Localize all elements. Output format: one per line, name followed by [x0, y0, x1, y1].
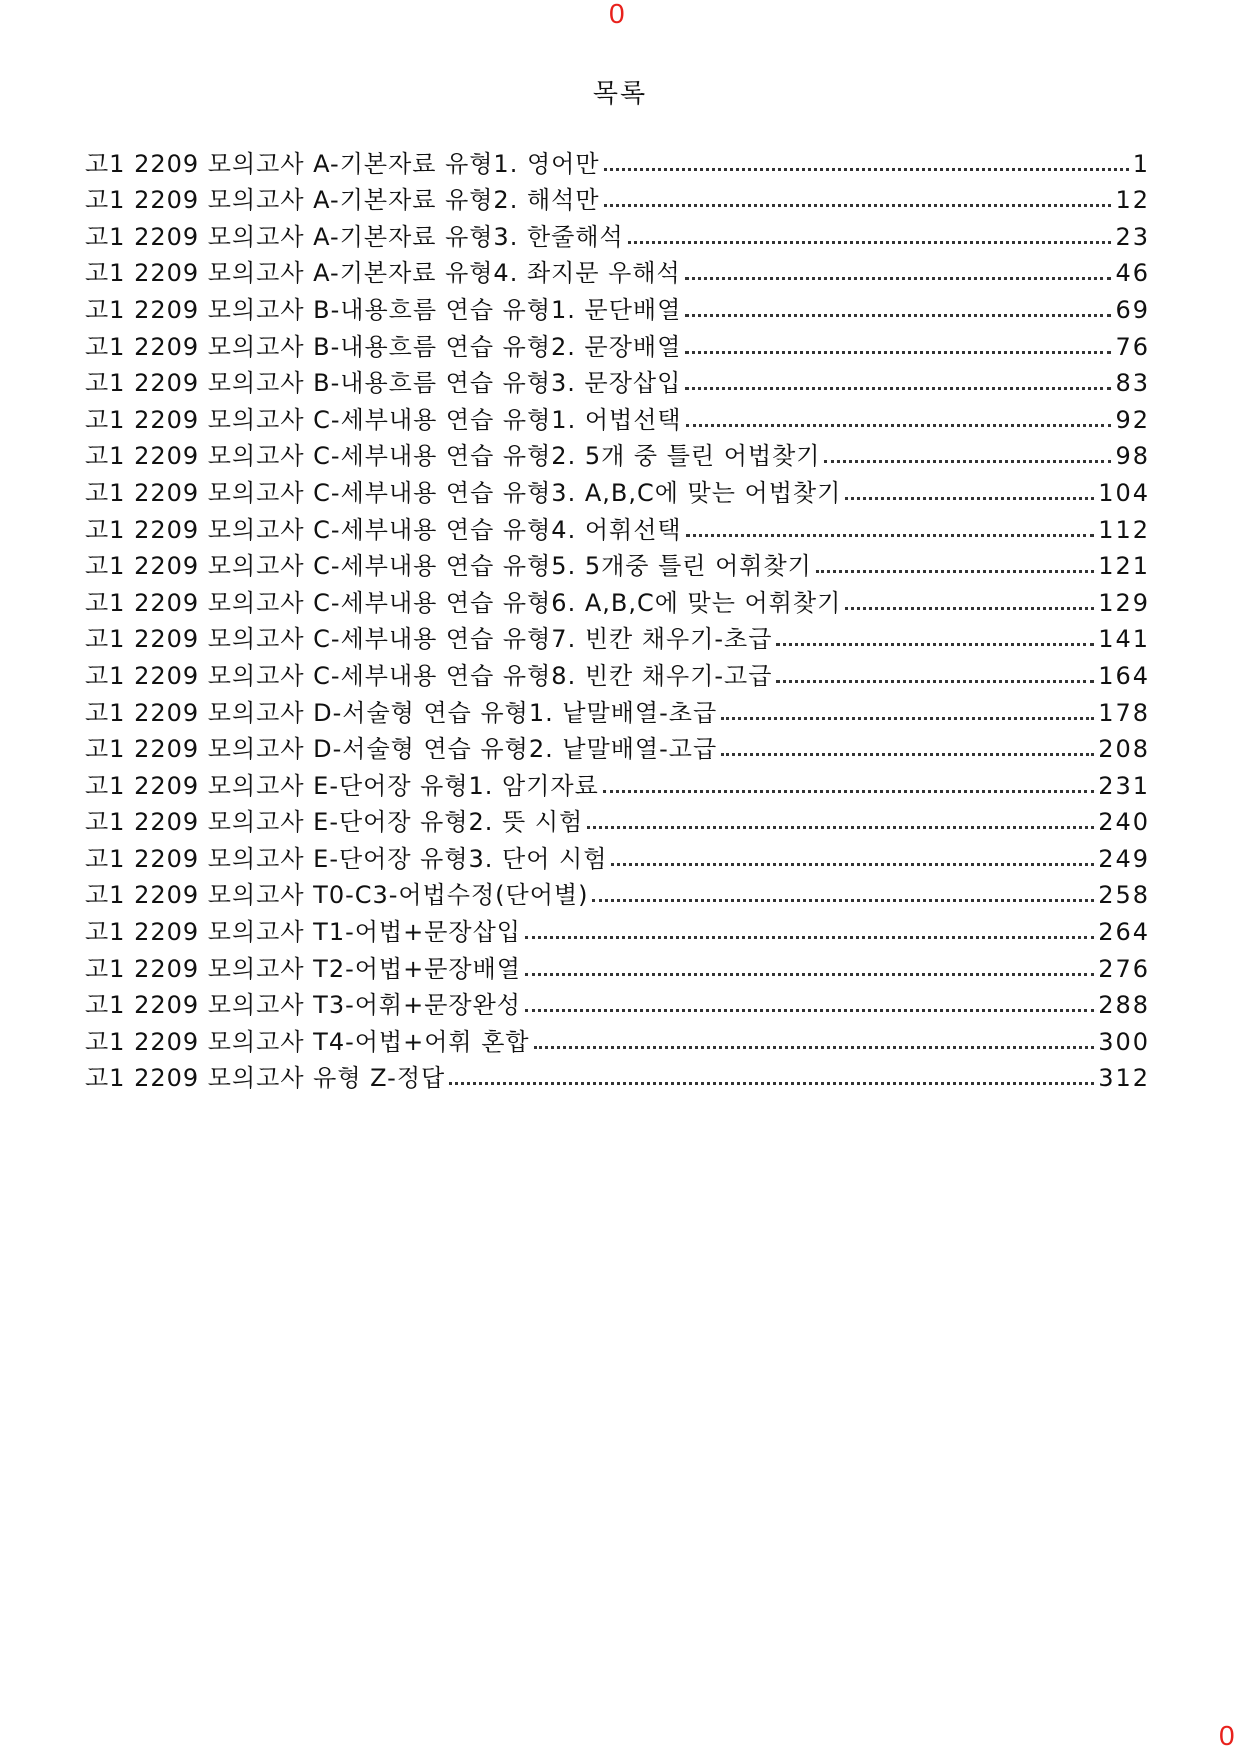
toc-entry[interactable] — [85, 142, 1150, 179]
toc-entry-label: 고1 2209 모의고사 C-세부내용 연습 유형7. 빈칸 채우기-초급 — [85, 625, 773, 654]
toc-entry[interactable] — [85, 508, 1150, 545]
toc-entry[interactable] — [85, 1057, 1150, 1094]
toc-entry-label: 고1 2209 모의고사 A-기본자료 유형4. 좌지문 우해석 — [85, 259, 681, 288]
toc-entry-label: 고1 2209 모의고사 C-세부내용 연습 유형8. 빈칸 채우기-고급 — [85, 661, 773, 690]
toc-entry-page-number: 98 — [1115, 442, 1150, 471]
toc-leader-dots — [685, 277, 1112, 280]
toc-entry-page-number: 300 — [1098, 1027, 1150, 1056]
toc-leader-dots — [685, 314, 1111, 317]
toc-entry-page-number: 288 — [1098, 991, 1150, 1020]
page-number-top: 0 — [609, 0, 625, 29]
toc-entry-page-number: 164 — [1098, 661, 1150, 690]
toc-entry[interactable] — [85, 764, 1150, 801]
toc-leader-dots — [604, 204, 1112, 207]
toc-entry[interactable] — [85, 837, 1150, 874]
toc-entry-label: 고1 2209 모의고사 A-기본자료 유형1. 영어만 — [85, 149, 600, 178]
toc-entry-label: 고1 2209 모의고사 D-서술형 연습 유형1. 낱말배열-초급 — [85, 698, 718, 727]
toc-entry[interactable] — [85, 252, 1150, 289]
toc-leader-dots — [611, 863, 1094, 866]
toc-leader-dots — [525, 936, 1094, 939]
toc-entry-page-number: 121 — [1098, 552, 1150, 581]
toc-leader-dots — [721, 717, 1094, 720]
page-number-bottom: 0 — [1219, 1720, 1235, 1751]
toc-entry[interactable] — [85, 1020, 1150, 1057]
toc-entry-label: 고1 2209 모의고사 B-내용흐름 연습 유형2. 문장배열 — [85, 332, 682, 361]
toc-entry-label: 고1 2209 모의고사 C-세부내용 연습 유형2. 5개 중 틀린 어법찾기 — [85, 442, 821, 471]
toc-leader-dots — [587, 826, 1094, 829]
toc-entry-page-number: 12 — [1115, 186, 1150, 215]
toc-entry-label: 고1 2209 모의고사 E-단어장 유형3. 단어 시험 — [85, 844, 608, 873]
toc-entry-page-number: 76 — [1115, 332, 1150, 361]
toc-entry-page-number: 46 — [1115, 259, 1150, 288]
toc-entry[interactable] — [85, 435, 1150, 472]
toc-entry[interactable] — [85, 728, 1150, 765]
toc-entry-page-number: 264 — [1098, 918, 1150, 947]
toc-entry-label: 고1 2209 모의고사 T3-어휘+문장완성 — [85, 991, 521, 1020]
toc-entry-label: 고1 2209 모의고사 C-세부내용 연습 유형1. 어법선택 — [85, 405, 682, 434]
toc-entry-label: 고1 2209 모의고사 B-내용흐름 연습 유형3. 문장삽입 — [85, 369, 682, 398]
toc-entry-page-number: 1 — [1132, 149, 1150, 178]
toc-entry-page-number: 249 — [1098, 844, 1150, 873]
toc-entry-page-number: 83 — [1115, 369, 1150, 398]
toc-entry-page-number: 129 — [1098, 588, 1150, 617]
toc-leader-dots — [686, 534, 1095, 537]
toc-leader-dots — [685, 351, 1111, 354]
toc-entry-page-number: 141 — [1098, 625, 1150, 654]
toc-entry-label: 고1 2209 모의고사 E-단어장 유형2. 뜻 시험 — [85, 808, 584, 837]
toc-entry-page-number: 178 — [1098, 698, 1150, 727]
toc-entry-label: 고1 2209 모의고사 A-기본자료 유형3. 한줄해석 — [85, 222, 624, 251]
toc-entry-page-number: 104 — [1098, 478, 1150, 507]
toc-entry[interactable] — [85, 471, 1150, 508]
toc-leader-dots — [525, 973, 1094, 976]
toc-entry-page-number: 240 — [1098, 808, 1150, 837]
toc-entry[interactable] — [85, 874, 1150, 911]
toc-entry-page-number: 92 — [1115, 405, 1150, 434]
toc-entry-label: 고1 2209 모의고사 C-세부내용 연습 유형4. 어휘선택 — [85, 515, 682, 544]
table-of-contents — [85, 142, 1150, 1093]
toc-entry-label: 고1 2209 모의고사 A-기본자료 유형2. 해석만 — [85, 186, 600, 215]
toc-leader-dots — [685, 387, 1111, 390]
toc-entry-label: 고1 2209 모의고사 C-세부내용 연습 유형3. A,B,C에 맞는 어법찾기 — [85, 478, 842, 507]
toc-entry[interactable] — [85, 947, 1150, 984]
toc-entry-page-number: 312 — [1098, 1064, 1150, 1093]
toc-leader-dots — [776, 643, 1094, 646]
toc-leader-dots — [776, 680, 1094, 683]
toc-entry[interactable] — [85, 398, 1150, 435]
toc-entry-label: 고1 2209 모의고사 T1-어법+문장삽입 — [85, 918, 521, 947]
toc-entry[interactable] — [85, 984, 1150, 1021]
toc-entry-label: 고1 2209 모의고사 C-세부내용 연습 유형5. 5개중 틀린 어휘찾기 — [85, 552, 812, 581]
toc-entry-page-number: 258 — [1098, 881, 1150, 910]
toc-entry-page-number: 23 — [1115, 222, 1150, 251]
toc-entry-page-number: 69 — [1115, 295, 1150, 324]
toc-entry[interactable] — [85, 179, 1150, 216]
toc-entry-label: 고1 2209 모의고사 D-서술형 연습 유형2. 낱말배열-고급 — [85, 735, 718, 764]
toc-leader-dots — [816, 570, 1094, 573]
toc-entry[interactable] — [85, 618, 1150, 655]
toc-entry[interactable] — [85, 215, 1150, 252]
toc-entry[interactable] — [85, 545, 1150, 582]
toc-entry-label: 고1 2209 모의고사 B-내용흐름 연습 유형1. 문단배열 — [85, 295, 682, 324]
toc-entry-page-number: 231 — [1098, 771, 1150, 800]
toc-leader-dots — [592, 899, 1094, 902]
toc-entry[interactable] — [85, 362, 1150, 399]
toc-entry-page-number: 276 — [1098, 954, 1150, 983]
toc-leader-dots — [845, 607, 1094, 610]
toc-entry-label: 고1 2209 모의고사 T0-C3-어법수정(단어별) — [85, 881, 589, 910]
toc-entry[interactable] — [85, 325, 1150, 362]
toc-leader-dots — [824, 460, 1111, 463]
toc-leader-dots — [525, 1009, 1094, 1012]
toc-title: 목록 — [592, 79, 648, 109]
toc-entry[interactable] — [85, 691, 1150, 728]
toc-entry-label: 고1 2209 모의고사 T4-어법+어휘 혼합 — [85, 1027, 530, 1056]
toc-leader-dots — [603, 790, 1094, 793]
toc-leader-dots — [628, 241, 1112, 244]
toc-entry[interactable] — [85, 654, 1150, 691]
toc-leader-dots — [721, 753, 1094, 756]
toc-leader-dots — [845, 497, 1094, 500]
toc-entry[interactable] — [85, 288, 1150, 325]
toc-entry-label: 고1 2209 모의고사 T2-어법+문장배열 — [85, 954, 521, 983]
toc-entry[interactable] — [85, 801, 1150, 838]
toc-entry-label: 고1 2209 모의고사 유형 Z-정답 — [85, 1064, 446, 1093]
toc-leader-dots — [686, 424, 1112, 427]
toc-entry[interactable] — [85, 581, 1150, 618]
toc-leader-dots — [604, 168, 1129, 171]
toc-entry-page-number: 112 — [1098, 515, 1150, 544]
toc-leader-dots — [534, 1046, 1095, 1049]
toc-entry-label: 고1 2209 모의고사 C-세부내용 연습 유형6. A,B,C에 맞는 어휘찾기 — [85, 588, 842, 617]
toc-entry-page-number: 208 — [1098, 735, 1150, 764]
toc-entry[interactable] — [85, 910, 1150, 947]
toc-leader-dots — [449, 1082, 1094, 1085]
toc-entry-label: 고1 2209 모의고사 E-단어장 유형1. 암기자료 — [85, 771, 599, 800]
